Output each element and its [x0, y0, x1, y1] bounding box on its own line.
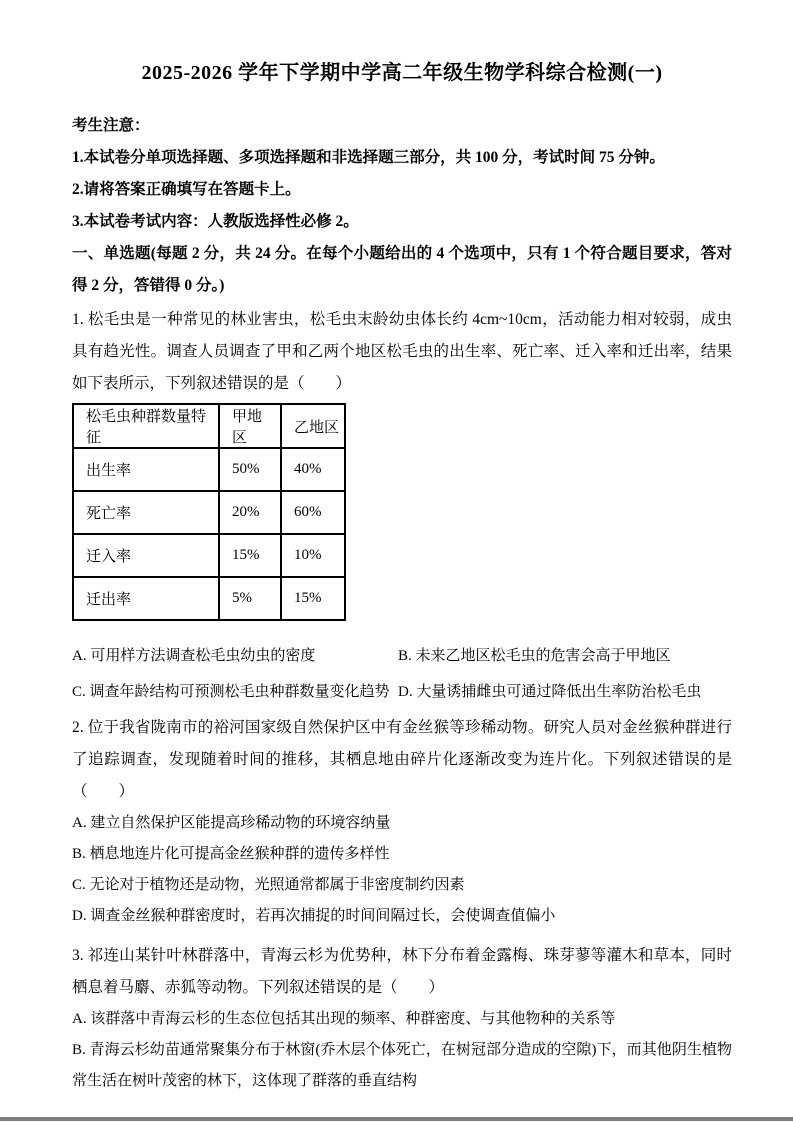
notice-heading: 考生注意：	[72, 117, 150, 134]
question-1	[72, 304, 732, 704]
table-cell: 50%	[219, 448, 281, 491]
question-1-option-b: B. 未来乙地区松毛虫的危害会高于甲地区	[398, 648, 671, 664]
question-1-options	[72, 645, 732, 704]
table-cell: 死亡率	[73, 491, 219, 534]
page-title: 2025-2026 学年下学期中学高二年级生物学科综合检测(一)	[141, 62, 663, 84]
question-1-option-a: A. 可用样方法调查松毛虫幼虫的密度	[72, 648, 316, 664]
question-3-option-b: B. 青海云杉幼苗通常聚集分布于林窗(乔木层个体死亡，在树冠部分造成的空隙)下，而其他阴生植物常生活在树叶茂密的林下，这体现了群落的垂直结构	[72, 1042, 732, 1089]
page-bottom-edge	[0, 1117, 793, 1121]
question-2-option-c: C. 无论对于植物还是动物，光照通常都属于非密度制约因素	[72, 877, 465, 893]
table-cell: 迁出率	[73, 577, 219, 620]
question-2	[72, 712, 732, 932]
table-cell: 迁入率	[73, 534, 219, 577]
table-row	[73, 448, 345, 491]
table-row	[73, 491, 345, 534]
page-content	[72, 52, 732, 1097]
table-cell: 15%	[281, 577, 345, 620]
table-header-cell: 乙地区	[281, 404, 345, 448]
table-header-cell: 松毛虫种群数量特征	[73, 404, 219, 448]
notice-item-1: 1.本试卷分单项选择题、多项选择题和非选择题三部分，共 100 分，考试时间 75 分钟。	[72, 149, 665, 166]
section-heading: 一、单选题(每题 2 分，共 24 分。在每个小题给出的 4 个选项中，只有 1 个符合题目要求，答对得 2 分，答错得 0 分。)	[72, 245, 732, 294]
question-3-option-a: A. 该群落中青海云杉的生态位包括其出现的频率、种群密度、与其他物种的关系等	[72, 1011, 616, 1027]
population-data-table	[72, 403, 346, 621]
table-cell: 60%	[281, 491, 345, 534]
notice-block	[72, 110, 732, 238]
question-1-option-d: D. 大量诱捕雌虫可通过降低出生率防治松毛虫	[398, 684, 702, 700]
table-cell: 5%	[219, 577, 281, 620]
question-3-stem: 3. 祁连山某针叶林群落中，青海云杉为优势种，林下分布着金露梅、珠芽蓼等灌木和草本，同时栖息着马麝、赤狐等动物。下列叙述错误的是（ ）	[72, 947, 732, 996]
question-2-option-d: D. 调查金丝猴种群密度时，若再次捕捉的时间间隔过长，会使调查值偏小	[72, 908, 556, 924]
question-1-stem: 1. 松毛虫是一种常见的林业害虫，松毛虫末龄幼虫体长约 4cm~10cm，活动能力相对较弱，成虫具有趋光性。调查人员调查了甲和乙两个地区松毛虫的出生率、死亡率、迁入率和迁出率，结果如下表所示，下列叙述错误的是（ ）	[72, 311, 732, 392]
notice-item-3: 3.本试卷考试内容：人教版选择性必修 2。	[72, 213, 359, 230]
table-cell: 出生率	[73, 448, 219, 491]
table-cell: 15%	[219, 534, 281, 577]
table-cell: 20%	[219, 491, 281, 534]
table-row	[73, 534, 345, 577]
table-row	[73, 577, 345, 620]
notice-item-2: 2.请将答案正确填写在答题卡上。	[72, 181, 301, 198]
question-2-stem: 2. 位于我省陇南市的裕河国家级自然保护区中有金丝猴等珍稀动物。研究人员对金丝猴种群进行了追踪调查，发现随着时间的推移，其栖息地由碎片化逐渐改变为连片化。下列叙述错误的是（ ）	[72, 719, 732, 800]
question-2-option-a: A. 建立自然保护区能提高珍稀动物的环境容纳量	[72, 815, 391, 831]
question-3	[72, 940, 732, 1097]
question-1-option-c: C. 调查年龄结构可预测松毛虫种群数量变化趋势	[72, 684, 390, 700]
table-cell: 10%	[281, 534, 345, 577]
question-2-option-b: B. 栖息地连片化可提高金丝猴种群的遗传多样性	[72, 846, 390, 862]
table-header-row	[73, 404, 345, 448]
table-cell: 40%	[281, 448, 345, 491]
table-header-cell: 甲地区	[219, 404, 281, 448]
